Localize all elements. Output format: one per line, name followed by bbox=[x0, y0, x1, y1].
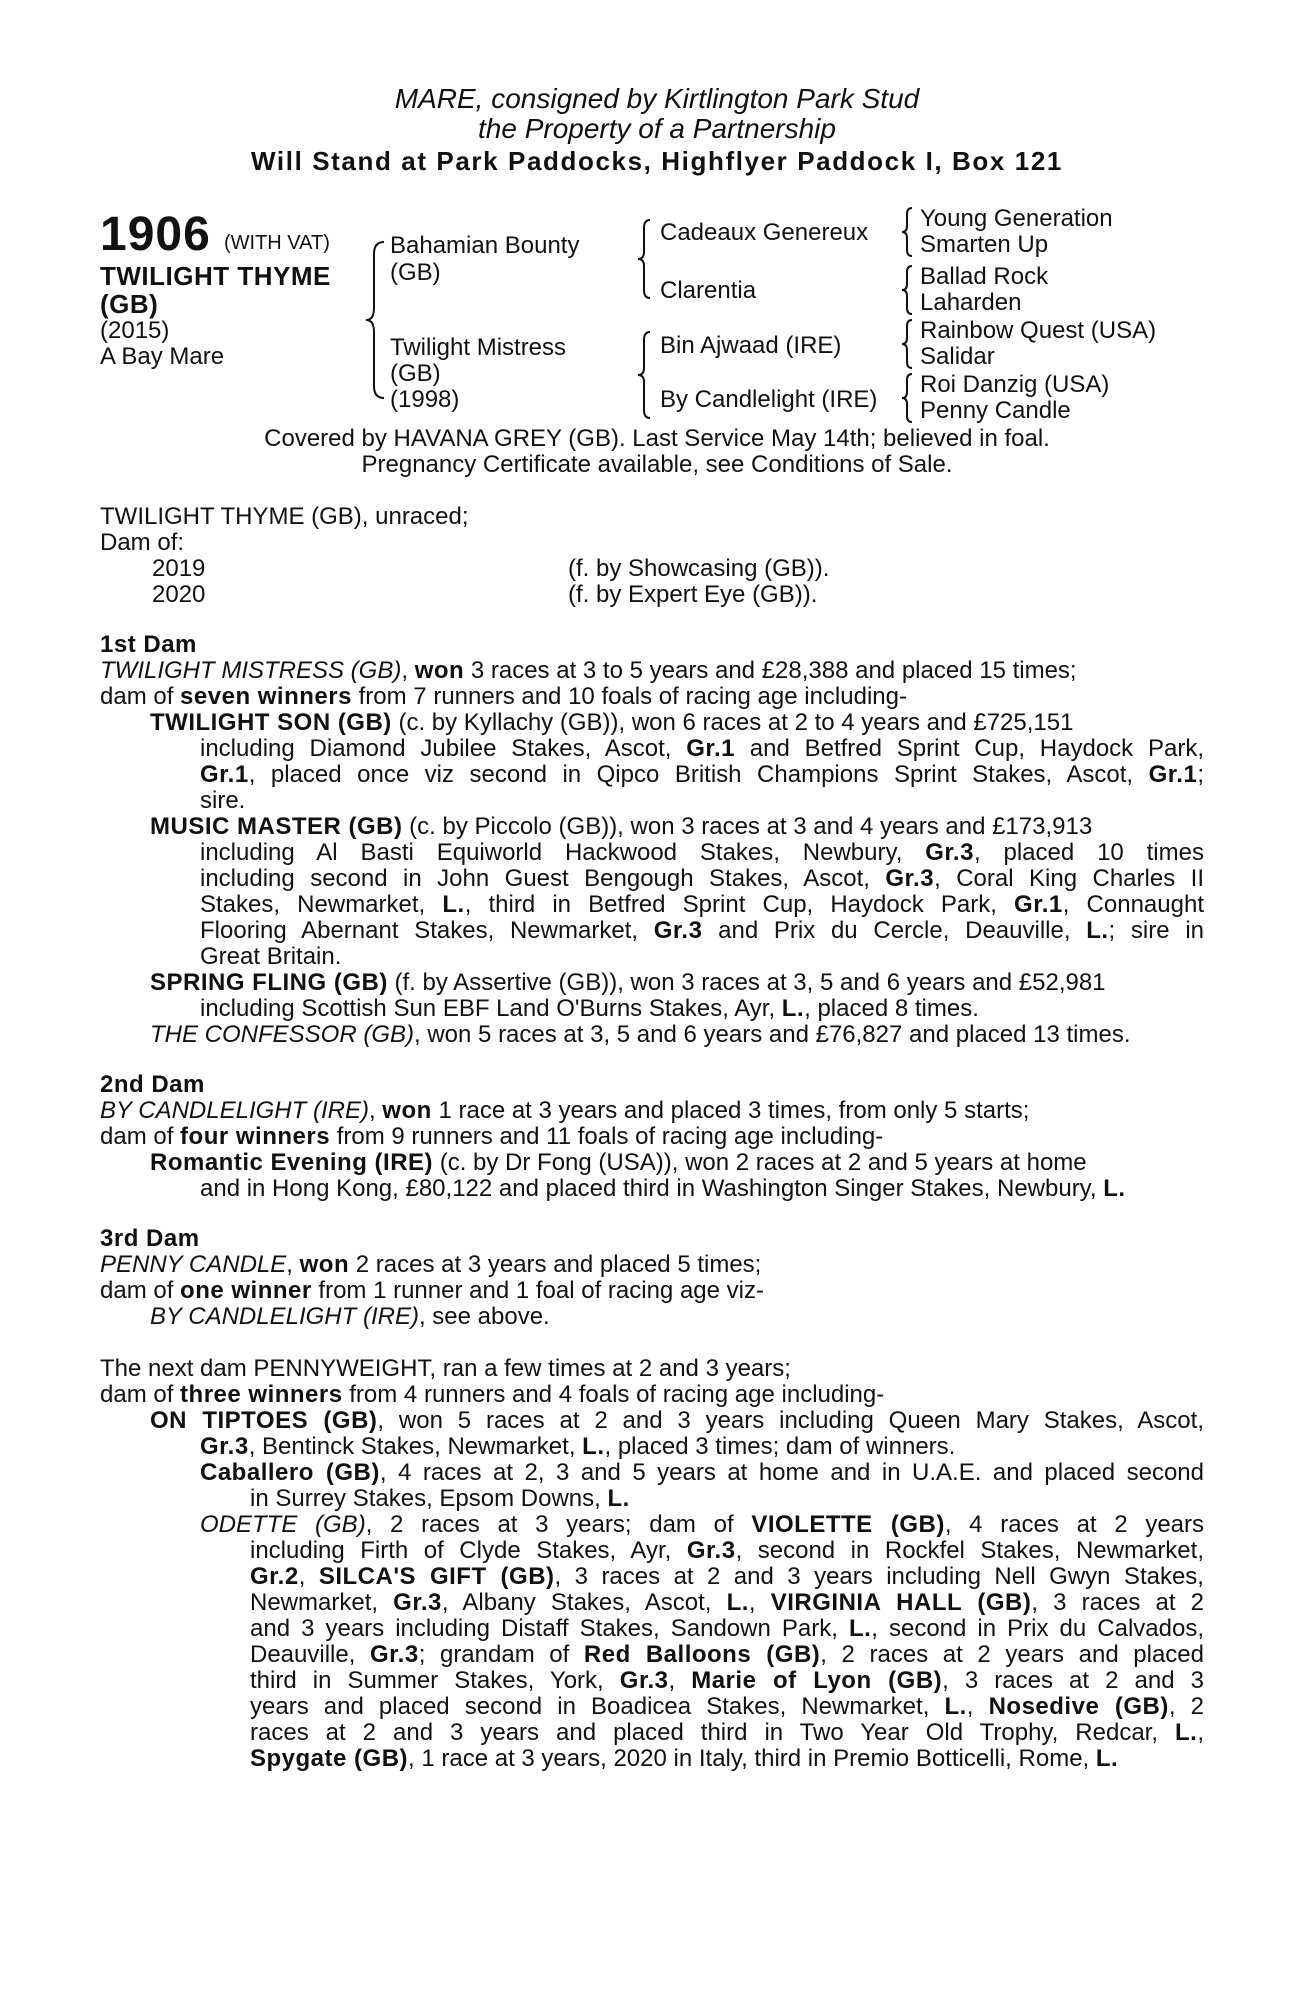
sire-dam: Clarentia bbox=[660, 277, 757, 304]
progeny-line: Spygate (GB), 1 race at 3 years, 2020 in Italy, third in Premio Botticelli, Rome, L. bbox=[250, 1745, 1119, 1772]
ssd: Smarten Up bbox=[920, 231, 1049, 258]
next-dam-summary: dam of three winners from 4 runners and 4 foals of racing age including- bbox=[100, 1381, 885, 1408]
progeny-line: including Firth of Clyde Stakes, Ayr, Gr.3, second in Rockfel Stakes, Newmarket, bbox=[250, 1537, 1204, 1564]
sss: Young Generation bbox=[920, 205, 1113, 232]
second-dam-line: BY CANDLELIGHT (IRE), won 1 race at 3 years and placed 3 times, from only 5 starts; bbox=[100, 1097, 1030, 1124]
produce-dam-of: Dam of: bbox=[100, 529, 185, 556]
progeny-line: years and placed second in Boadicea Stakes, Newmarket, L., Nosedive (GB), 2 bbox=[250, 1693, 1204, 1720]
header-location: Will Stand at Park Paddocks, Highflyer Paddock I, Box 121 bbox=[251, 146, 1063, 176]
progeny-line: Stakes, Newmarket, L., third in Betfred Sprint Cup, Haydock Park, Gr.1, Connaught bbox=[200, 891, 1204, 918]
first-dam-summary: dam of seven winners from 7 runners and 10 foals of racing age including- bbox=[100, 683, 907, 710]
progeny-line: Gr.2, SILCA'S GIFT (GB), 3 races at 2 and 3 years including Nell Gwyn Stakes, bbox=[250, 1563, 1204, 1590]
progeny-twilight-son: TWILIGHT SON (GB) (c. by Kyllachy (GB)), won 6 races at 2 to 4 years and £725,151 bbox=[150, 709, 1074, 736]
progeny-the-confessor: THE CONFESSOR (GB), won 5 races at 3, 5 and 6 years and £76,827 and placed 13 times. bbox=[150, 1021, 1131, 1048]
produce-intro: TWILIGHT THYME (GB), unraced; bbox=[100, 503, 469, 530]
sire-name: Bahamian Bounty bbox=[390, 232, 580, 259]
progeny-romantic-evening: Romantic Evening (IRE) (c. by Dr Fong (USA)), won 2 races at 2 and 5 years at home bbox=[150, 1149, 1087, 1176]
progeny-line: third in Summer Stakes, York, Gr.3, Marie of Lyon (GB), 3 races at 2 and 3 bbox=[250, 1667, 1204, 1694]
progeny-line: including Diamond Jubilee Stakes, Ascot, Gr.1 and Betfred Sprint Cup, Haydock Park, bbox=[200, 735, 1204, 762]
sire-sire: Cadeaux Genereux bbox=[660, 219, 869, 246]
progeny-line: and in Hong Kong, £80,122 and placed third in Washington Singer Stakes, Newbury, L. bbox=[200, 1175, 1126, 1202]
produce-year: 2019 bbox=[152, 555, 206, 582]
progeny-odette: ODETTE (GB), 2 races at 3 years; dam of VIOLETTE (GB), 4 races at 2 years bbox=[200, 1511, 1205, 1538]
progeny-line: races at 2 and 3 years and placed third in Two Year Old Trophy, Redcar, L., bbox=[250, 1719, 1204, 1746]
pedigree-brace-main bbox=[364, 240, 386, 400]
second-dam-summary: dam of four winners from 9 runners and 11 foals of racing age including- bbox=[100, 1123, 884, 1150]
progeny-line: sire. bbox=[200, 787, 246, 814]
progeny-line: including Al Basti Equiworld Hackwood Stakes, Newbury, Gr.3, placed 10 times bbox=[200, 839, 1204, 866]
sdd: Laharden bbox=[920, 289, 1022, 316]
vat-label: (WITH VAT) bbox=[224, 232, 330, 254]
progeny-spring-fling: SPRING FLING (GB) (f. by Assertive (GB)), won 3 races at 3, 5 and 6 years and £52,981 bbox=[150, 969, 1106, 996]
first-dam-heading: 1st Dam bbox=[100, 631, 197, 658]
horse-year: (2015) bbox=[100, 317, 170, 344]
pedigree-brace-sd bbox=[900, 264, 914, 316]
produce-text: (f. by Expert Eye (GB)). bbox=[568, 581, 818, 608]
dam-name: Twilight Mistress bbox=[390, 334, 567, 361]
dds: Roi Danzig (USA) bbox=[920, 371, 1110, 398]
progeny-line: in Surrey Stakes, Epsom Downs, L. bbox=[250, 1485, 630, 1512]
progeny-line: Great Britain. bbox=[200, 943, 342, 970]
progeny-line: including Scottish Sun EBF Land O'Burns Stakes, Ayr, L., placed 8 times. bbox=[200, 995, 979, 1022]
dam-country: (GB) bbox=[390, 360, 441, 387]
horse-name: TWILIGHT THYME (GB) bbox=[100, 261, 331, 319]
dam-year: (1998) bbox=[390, 386, 460, 413]
pedigree-brace-ds bbox=[900, 318, 914, 370]
progeny-line: and 3 years including Distaff Stakes, Sandown Park, L., second in Prix du Calvados, bbox=[250, 1615, 1205, 1642]
third-dam-summary: dam of one winner from 1 runner and 1 foal of racing age viz- bbox=[100, 1277, 764, 1304]
dam-name: TWILIGHT MISTRESS (GB) bbox=[100, 657, 402, 684]
third-dam-line: PENNY CANDLE, won 2 races at 3 years and placed 5 times; bbox=[100, 1251, 762, 1278]
header-property: the Property of a Partnership bbox=[478, 113, 836, 144]
progeny-music-master: MUSIC MASTER (GB) (c. by Piccolo (GB)), won 3 races at 3 and 4 years and £173,913 bbox=[150, 813, 1093, 840]
dam-dam: By Candlelight (IRE) bbox=[660, 386, 878, 413]
pedigree-brace-ss bbox=[900, 206, 914, 258]
progeny-line: Deauville, Gr.3; grandam of Red Balloons (GB), 2 races at 2 years and placed bbox=[250, 1641, 1204, 1668]
progeny-by-candlelight: BY CANDLELIGHT (IRE), see above. bbox=[150, 1303, 550, 1330]
header-consignor: MARE, consigned by Kirtlington Park Stud bbox=[394, 83, 920, 114]
dsd: Salidar bbox=[920, 343, 995, 370]
pedigree-brace-sire bbox=[636, 218, 652, 300]
covered-line: Covered by HAVANA GREY (GB). Last Service May 14th; believed in foal. bbox=[264, 425, 1050, 452]
pedigree-brace-dam bbox=[636, 330, 652, 420]
progeny-line: Gr.1, placed once viz second in Qipco British Champions Sprint Stakes, Ascot, Gr.1; bbox=[200, 761, 1204, 788]
sire-country: (GB) bbox=[390, 259, 441, 286]
first-dam-line: TWILIGHT MISTRESS (GB), won 3 races at 3 to 5 years and £28,388 and placed 15 times; bbox=[100, 657, 1077, 684]
progeny-on-tiptoes: ON TIPTOES (GB), won 5 races at 2 and 3 years including Queen Mary Stakes, Ascot, bbox=[150, 1407, 1204, 1434]
horse-description: A Bay Mare bbox=[100, 343, 225, 370]
dam-sire: Bin Ajwaad (IRE) bbox=[660, 332, 842, 359]
dss: Rainbow Quest (USA) bbox=[920, 317, 1157, 344]
pedigree-brace-dd bbox=[900, 372, 914, 424]
produce-year: 2020 bbox=[152, 581, 206, 608]
second-dam-heading: 2nd Dam bbox=[100, 1071, 205, 1098]
progeny-line: Flooring Abernant Stakes, Newmarket, Gr.3 and Prix du Cercle, Deauville, L.; sire in bbox=[200, 917, 1205, 944]
progeny-line: Gr.3, Bentinck Stakes, Newmarket, L., placed 3 times; dam of winners. bbox=[200, 1433, 956, 1460]
progeny-line: including second in John Guest Bengough Stakes, Ascot, Gr.3, Coral King Charles II bbox=[200, 865, 1204, 892]
ddd: Penny Candle bbox=[920, 397, 1071, 424]
pregnancy-line: Pregnancy Certificate available, see Conditions of Sale. bbox=[361, 451, 953, 478]
produce-text: (f. by Showcasing (GB)). bbox=[568, 555, 830, 582]
third-dam-heading: 3rd Dam bbox=[100, 1225, 200, 1252]
sds: Ballad Rock bbox=[920, 263, 1049, 290]
progeny-caballero: Caballero (GB), 4 races at 2, 3 and 5 years at home and in U.A.E. and placed second bbox=[200, 1459, 1204, 1486]
next-dam-line: The next dam PENNYWEIGHT, ran a few times at 2 and 3 years; bbox=[100, 1355, 791, 1382]
progeny-line: Newmarket, Gr.3, Albany Stakes, Ascot, L., VIRGINIA HALL (GB), 3 races at 2 bbox=[250, 1589, 1204, 1616]
lot-number: 1906 bbox=[100, 208, 211, 261]
